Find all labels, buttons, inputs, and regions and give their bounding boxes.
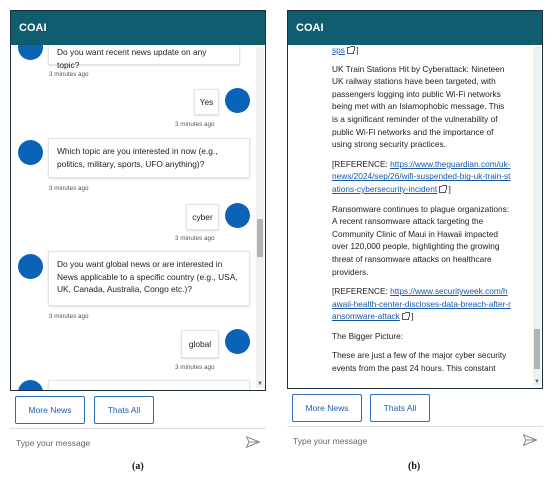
message-input-row: [287, 426, 543, 452]
message-timestamp: 3 minutes ago: [175, 121, 215, 128]
user-message-text: cyber: [192, 212, 213, 222]
chat-panel-a: [10, 10, 266, 450]
chat-window: [287, 10, 543, 389]
message-input-row: [10, 428, 266, 454]
bot-message-text: Do you want recent news update on any topic?: [57, 47, 207, 70]
scroll-thumb[interactable]: [257, 219, 263, 257]
scroll-thumb[interactable]: [534, 329, 540, 369]
send-arrow-icon[interactable]: [246, 436, 260, 448]
external-link-icon: [347, 47, 354, 54]
scroll-down-arrow-icon[interactable]: ▼: [534, 379, 540, 385]
external-link-icon: [402, 313, 409, 320]
reference-close: ]: [448, 183, 451, 194]
chat-messages[interactable]: [11, 45, 265, 390]
reference-link[interactable]: sps: [332, 45, 345, 55]
chat-panel-b: [287, 10, 543, 450]
user-message-text: Yes: [199, 97, 214, 107]
caption-b: (b): [408, 461, 421, 472]
external-link-icon: [439, 186, 446, 193]
reference-close: ]: [356, 45, 359, 55]
chat-messages[interactable]: [288, 45, 542, 388]
more-news-button[interactable]: More News: [15, 396, 85, 424]
bot-avatar-icon: [18, 380, 43, 390]
user-message-bubble: [186, 204, 219, 230]
bot-message-text: Which topic are you interested in now (e.g., politics, military, sports, UFO anything)?: [57, 146, 218, 169]
user-avatar-icon: [225, 203, 250, 228]
chat-title: COAI: [296, 22, 324, 34]
chat-header: [11, 11, 265, 45]
news-paragraph: Ransomware continues to plague organizations: A recent ransomware attack targeting the Community Clinic of Maui in Hawaii impacted over 120,000 people, highlighting the growing threat of ransomware attacks on healthcare providers.: [332, 203, 510, 277]
user-avatar-icon: [225, 329, 250, 354]
chat-window: [10, 10, 266, 391]
chat-title: COAI: [19, 22, 47, 34]
bot-avatar-icon: [18, 45, 43, 60]
bot-message-text: Do you want global news or are interested in News applicable to a specific country (e.g., USA, UK, Canada, Australia, Congo etc.)?: [57, 259, 238, 294]
message-timestamp: 3 minutes ago: [175, 364, 215, 371]
reference-close: ]: [411, 311, 414, 322]
bot-message-bubble: [48, 45, 240, 70]
reference-link[interactable]: https://www.securityweek.com/hawaii-health-center-discloses-data-breach-after-ransomware-attack: [332, 286, 511, 322]
thats-all-button[interactable]: Thats All: [94, 396, 154, 424]
scroll-down-arrow-icon[interactable]: ▼: [257, 381, 263, 387]
caption-a: (a): [132, 461, 144, 472]
message-timestamp: 3 minutes ago: [49, 185, 89, 192]
bot-message-bubble: [48, 138, 250, 178]
bot-message-bubble: [48, 251, 250, 306]
section-heading: The Bigger Picture:: [332, 330, 404, 341]
message-input[interactable]: [293, 433, 493, 449]
message-timestamp: 3 minutes ago: [175, 235, 215, 242]
thats-all-button[interactable]: Thats All: [370, 394, 430, 422]
bot-avatar-icon: [18, 254, 43, 279]
chat-scrollbar[interactable]: [533, 47, 541, 386]
news-paragraph: UK Train Stations Hit by Cyberattack: Nineteen UK railway stations have been targeted, with passengers logging into public Wi-Fi networks being met with an Islamophobic message. This is a significant reminder of the vulnerability of public Wi-Fi networks and the importance of using strong security practices.: [332, 63, 505, 150]
bot-avatar-icon: [18, 140, 43, 165]
user-message-bubble: [194, 89, 219, 115]
chat-header: [288, 11, 542, 45]
reference-link[interactable]: https://www.theguardian.com/uk-news/2024/sep/26/wifi-suspended-big-uk-train-stations-cybersecurity-incident: [332, 158, 511, 194]
bot-news-message: [332, 45, 512, 382]
user-message-text: global: [188, 339, 212, 349]
message-timestamp: 3 minutes ago: [49, 71, 89, 78]
reference-label: [REFERENCE:: [332, 286, 391, 297]
message-timestamp: 3 minutes ago: [49, 313, 89, 320]
chat-scrollbar[interactable]: [256, 47, 264, 388]
user-avatar-icon: [225, 88, 250, 113]
news-paragraph: These are just a few of the major cyber security events from the past 24 hours. This constant: [332, 350, 507, 374]
send-arrow-icon[interactable]: [523, 434, 537, 446]
user-message-bubble: [181, 330, 219, 358]
bot-message-bubble: [48, 380, 250, 390]
message-input[interactable]: [16, 435, 216, 451]
reference-label: [REFERENCE:: [332, 158, 391, 169]
more-news-button[interactable]: More News: [292, 394, 362, 422]
